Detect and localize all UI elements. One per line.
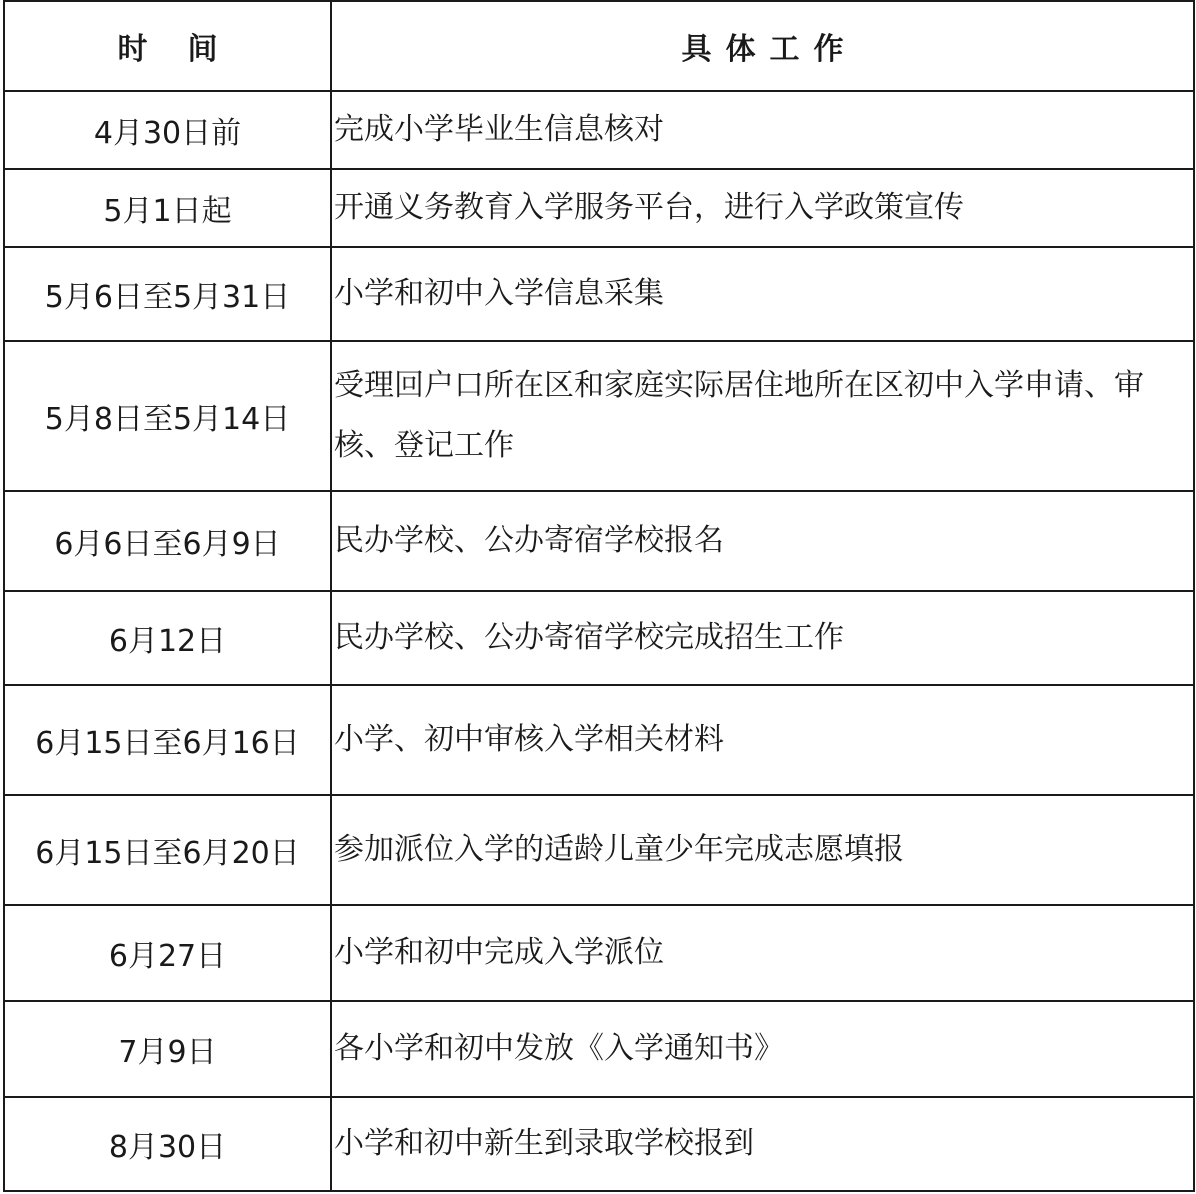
table-row: [4, 1001, 1194, 1097]
row-work: 小学和初中完成入学派位: [331, 905, 1194, 1001]
row-work: 小学和初中入学信息采集: [331, 247, 1194, 341]
row-time: 5月1日起: [4, 169, 331, 247]
row-work: 开通义务教育入学服务平台，进行入学政策宣传: [331, 169, 1194, 247]
table-row: [4, 341, 1194, 491]
table-row: [4, 1097, 1194, 1191]
table-row: [4, 591, 1194, 685]
row-work: 受理回户口所在区和家庭实际居住地所在区初中入学申请、审核、登记工作: [331, 341, 1194, 491]
header-time: 时间: [4, 1, 331, 91]
row-work: 各小学和初中发放《入学通知书》: [331, 1001, 1194, 1097]
table-row: [4, 169, 1194, 247]
row-work: 参加派位入学的适龄儿童少年完成志愿填报: [331, 795, 1194, 905]
header-work: 具体工作: [331, 1, 1194, 91]
row-work: 民办学校、公办寄宿学校完成招生工作: [331, 591, 1194, 685]
table-row: [4, 491, 1194, 591]
row-time: 6月12日: [4, 591, 331, 685]
table-row: [4, 795, 1194, 905]
table-header-row: [4, 1, 1194, 91]
row-time: 5月8日至5月14日: [4, 341, 331, 491]
row-time: 4月30日前: [4, 91, 331, 169]
row-time: 7月9日: [4, 1001, 331, 1097]
row-work: 完成小学毕业生信息核对: [331, 91, 1194, 169]
row-work: 民办学校、公办寄宿学校报名: [331, 491, 1194, 591]
row-time: 5月6日至5月31日: [4, 247, 331, 341]
row-work: 小学和初中新生到录取学校报到: [331, 1097, 1194, 1191]
row-time: 8月30日: [4, 1097, 331, 1191]
row-work: 小学、初中审核入学相关材料: [331, 685, 1194, 795]
table-row: [4, 91, 1194, 169]
table-row: [4, 905, 1194, 1001]
row-time: 6月15日至6月20日: [4, 795, 331, 905]
row-time: 6月27日: [4, 905, 331, 1001]
table-row: [4, 247, 1194, 341]
enrollment-schedule-table: [3, 0, 1195, 1192]
row-time: 6月6日至6月9日: [4, 491, 331, 591]
row-time: 6月15日至6月16日: [4, 685, 331, 795]
table-row: [4, 685, 1194, 795]
